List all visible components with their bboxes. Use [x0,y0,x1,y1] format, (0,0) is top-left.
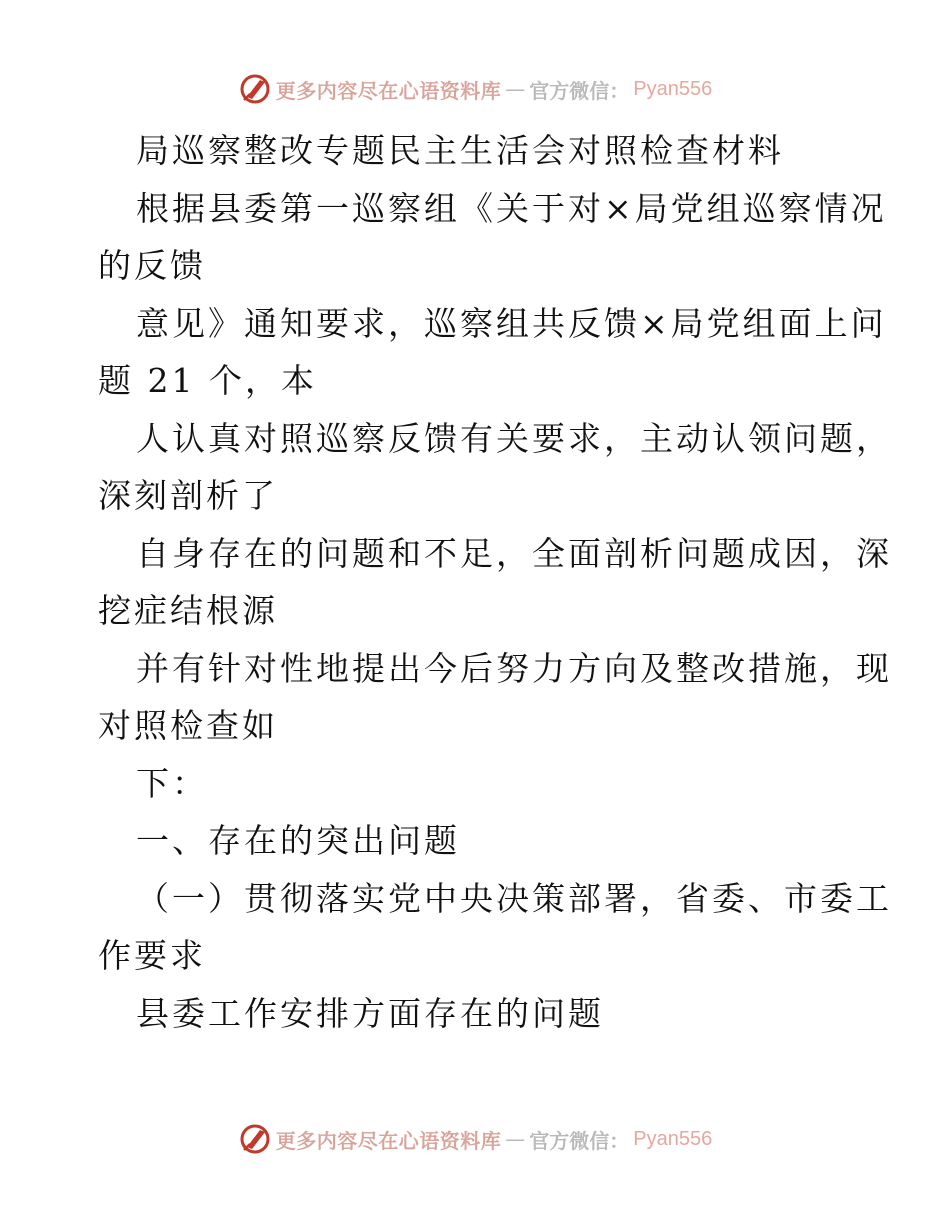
paragraph-line: 自身存在的问题和不足，全面剖析问题成因，深 [136,533,892,573]
watermark-footer [0,1122,950,1156]
paragraph-line: 题 21 个，本 [98,361,317,400]
subsection-heading-continued: 作要求 [98,936,206,975]
paragraph-line: 深刻剖析了 [98,476,278,515]
quill-logo-icon [238,72,272,106]
subsection-heading: （一）贯彻落实党中央决策部署，省委、市委工 [136,878,892,918]
paragraph-line: 的反馈 [98,246,206,285]
watermark-header [0,72,950,106]
paragraph-line: 根据县委第一巡察组《关于对×局党组巡察情况 [136,188,887,228]
document-body [98,122,892,1042]
subsection-heading-continued: 县委工作安排方面存在的问题 [136,993,604,1033]
paragraph-line: 人认真对照巡察反馈有关要求，主动认领问题， [136,418,892,458]
watermark-main-text: 更多内容尽在心语资料库 [275,78,502,103]
document-title: 局巡察整改专题民主生活会对照检查材料 [136,131,784,170]
watermark-separator: — [505,77,526,101]
quill-logo-icon [238,1122,272,1156]
paragraph-line: 下： [136,763,208,803]
paragraph-line: 意见》通知要求，巡察组共反馈×局党组面上问 [136,303,887,343]
paragraph-line: 挖症结根源 [98,591,278,630]
watermark-wechat-id: Pyan556 [633,77,713,100]
paragraph-line: 对照检查如 [98,706,278,745]
paragraph-line: 并有针对性地提出今后努力方向及整改措施，现 [136,648,892,688]
section-heading: 一、存在的突出问题 [136,821,460,860]
watermark-wechat-label: 官方微信： [529,78,630,103]
watermark-wechat-id: Pyan556 [633,1127,713,1150]
watermark-main-text: 更多内容尽在心语资料库 [275,1128,502,1153]
watermark-wechat-label: 官方微信： [529,1128,630,1153]
watermark-separator: — [505,1127,526,1151]
